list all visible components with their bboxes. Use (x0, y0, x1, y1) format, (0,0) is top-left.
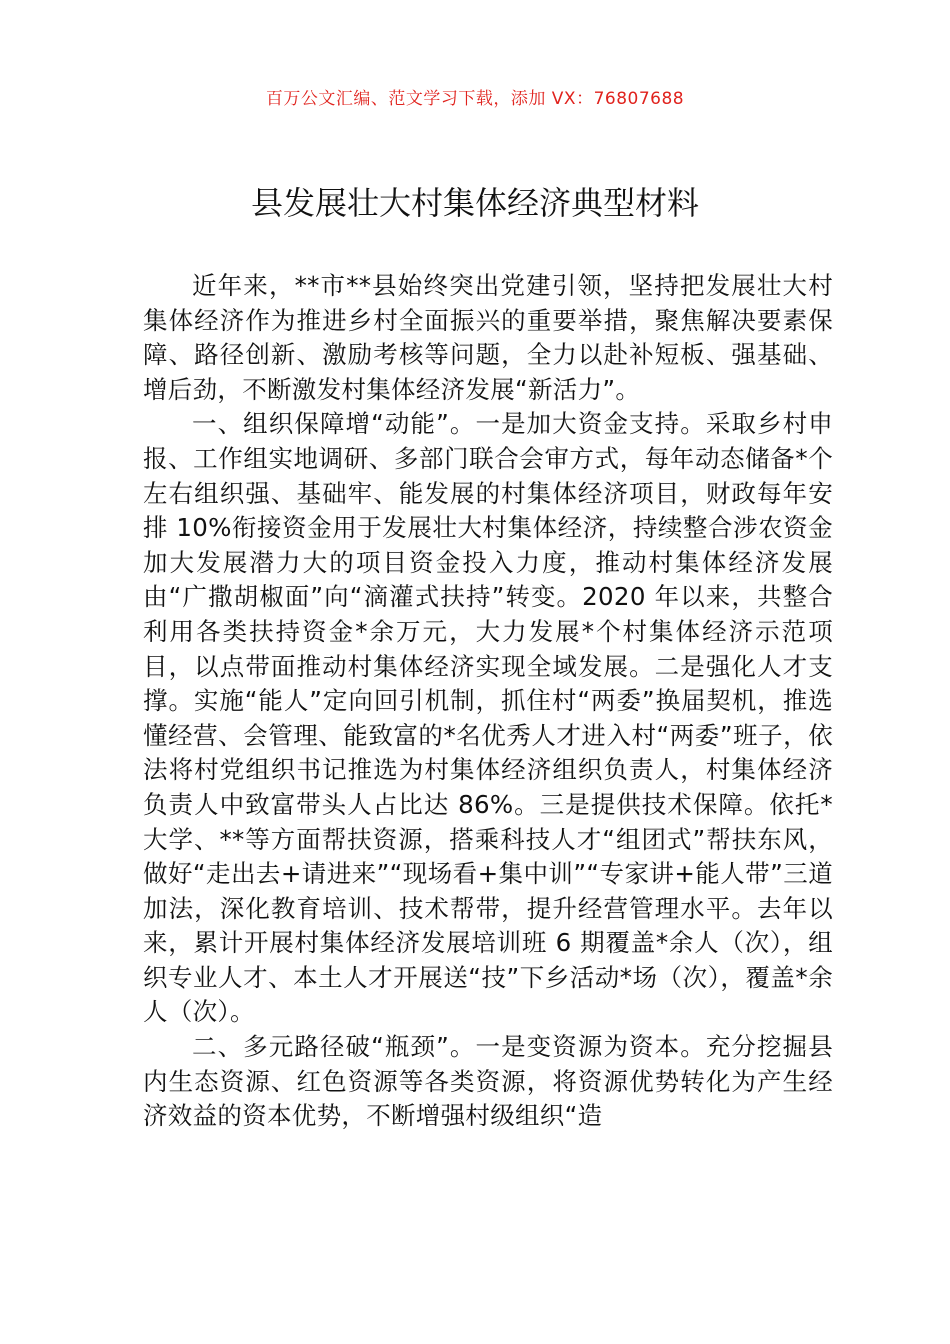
document-body (143, 269, 833, 1134)
watermark-banner: 百万公文汇编、范文学习下载，添加 VX：76807688 (265, 89, 685, 109)
paragraph-section-1: 一、组织保障增“动能”。一是加大资金支持。采取乡村申报、工作组实地调研、多部门联合会审方式，每年动态储备*个左右组织强、基础牢、能发展的村集体经济项目，财政每年安排 10%衔接资金用于发展壮大村集体经济，持续整合涉农资金加大发展潜力大的项目资金投入力度，推动村集体经济发展由“广撒胡椒面”向“滴灌式扶持”转变。2020 年以来，共整合利用各类扶持资金*余万元，大力发展*个村集体经济示范项目，以点带面推动村集体经济实现全域发展。二是强化人才支撑。实施“能人”定向回引机制，抓住村“两委”换届契机，推选懂经营、会管理、能致富的*名优秀人才进入村“两委”班子，依法将村党组织书记推选为村集体经济组织负责人，村集体经济负责人中致富带头人占比达 86%。三是提供技术保障。依托*大学、**等方面帮扶资源，搭乘科技人才“组团式”帮扶东风，做好“走出去+请进来”“现场看+集中训”“专家讲+能人带”三道加法，深化教育培训、技术帮带，提升经营管理水平。去年以来，累计开展村集体经济发展培训班 6 期覆盖*余人（次），组织专业人才、本土人才开展送“技”下乡活动*场（次），覆盖*余人（次）。 (143, 409, 833, 1027)
document-title: 县发展壮大村集体经济典型材料 (250, 184, 699, 222)
paragraph-intro: 近年来，**市**县始终突出党建引领，坚持把发展壮大村集体经济作为推进乡村全面振兴的重要举措，聚焦解决要素保障、路径创新、激励考核等问题，全力以赴补短板、强基础、增后劲，不断激发村集体经济发展“新活力”。 (143, 271, 833, 404)
paragraph-section-2: 二、多元路径破“瓶颈”。一是变资源为资本。充分挖掘县内生态资源、红色资源等各类资源，将资源优势转化为产生经济效益的资本优势，不断增强村级组织“造 (143, 1032, 833, 1131)
